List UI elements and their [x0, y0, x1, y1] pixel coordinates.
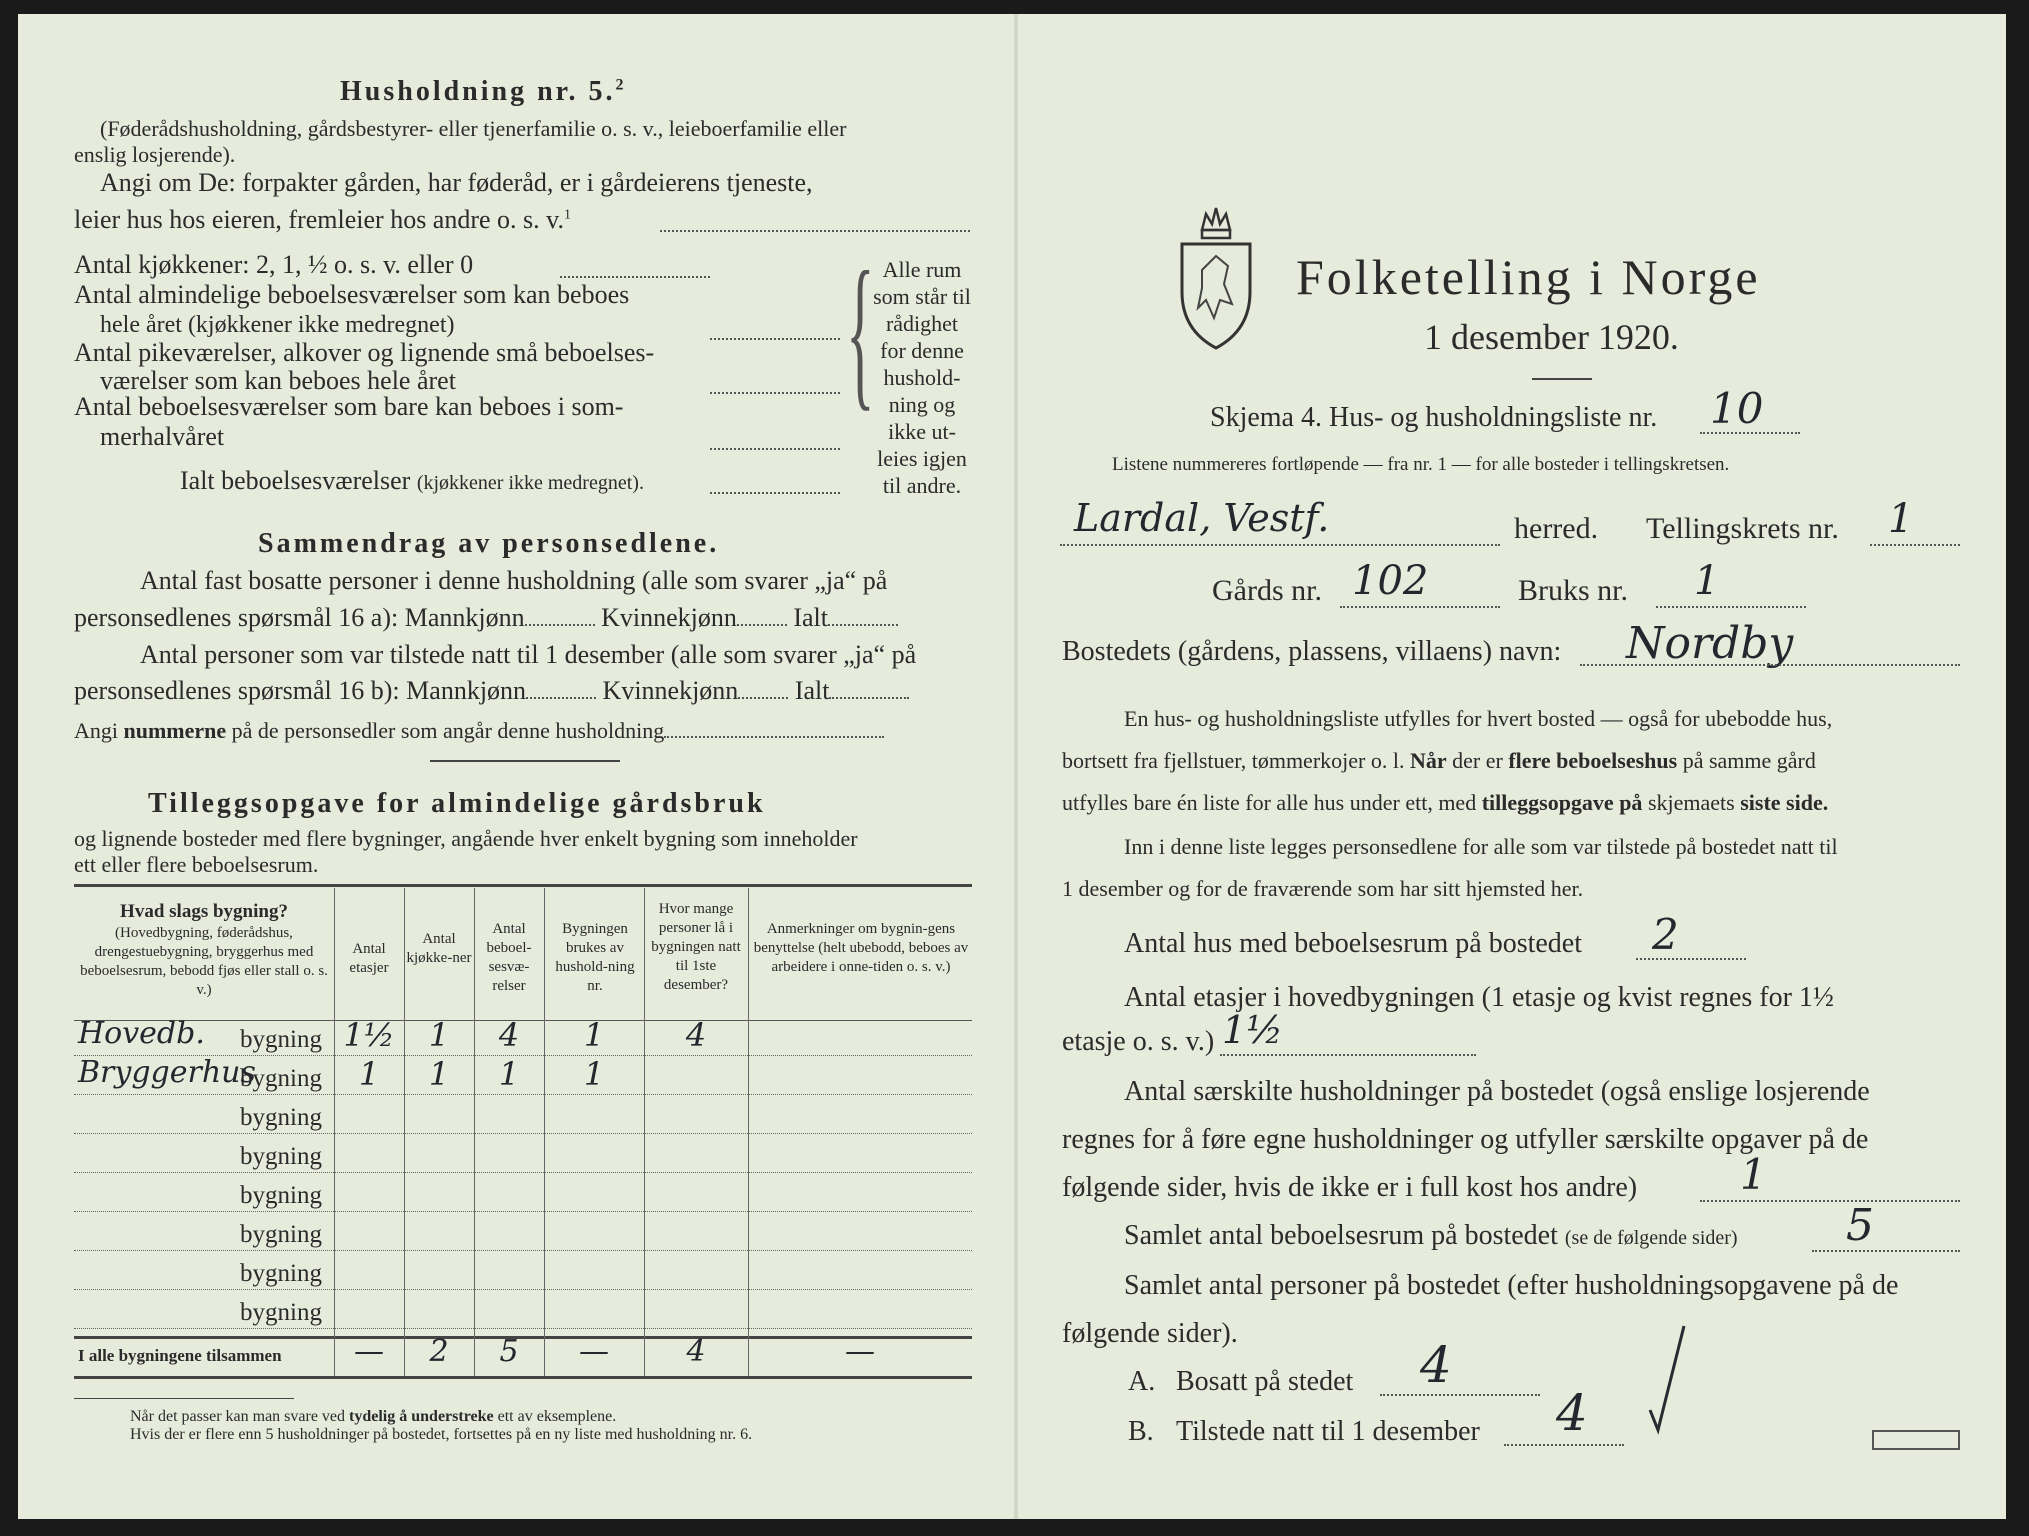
total-personer: 4 [686, 1334, 706, 1369]
building-suffix: bygning [240, 1260, 322, 1287]
instr-2-a: bortsett fra fjellstuer, tømmerkojer o. l. [1062, 748, 1410, 773]
total-rooms-row [180, 466, 644, 496]
intro-line-2: enslig losjerende). [74, 142, 236, 167]
table-col-divider [334, 888, 335, 1376]
krets-label: Tellingskrets nr. [1646, 512, 1839, 545]
side-note-line: leies igjen [877, 446, 967, 471]
instr-3-d: siste side. [1740, 790, 1829, 815]
summary-angi-line [74, 718, 884, 744]
angi-bold: nummerne [123, 718, 227, 743]
instructions-line-1: En hus- og husholdningsliste utfylles for hvert bosted — også for ubebodde hus, [1124, 706, 1833, 731]
women-answer-line [738, 697, 788, 699]
summary-p1-total-label: Ialt [793, 603, 829, 632]
building-name: Bryggerhus [78, 1055, 256, 1090]
printer-stamp-icon [1872, 1430, 1960, 1450]
footnote-1-post: ett av eksemplene. [497, 1408, 617, 1425]
instr-2-d: flere beboelseshus [1508, 748, 1678, 773]
herred-answer-line [1060, 544, 1500, 546]
q-rooms-answer-line [1812, 1250, 1960, 1252]
herred-label: herred. [1514, 512, 1599, 545]
cell-personer: 4 [685, 1016, 707, 1054]
bosted-value: Nordby [1626, 618, 1794, 669]
ordinary-rooms-answer-line [710, 338, 840, 340]
check-mark-icon [1640, 1320, 1700, 1440]
q-households-answer-line [1700, 1200, 1960, 1202]
table-row-rule [74, 1289, 972, 1290]
gards-label: Gårds nr. [1212, 574, 1322, 607]
col-kjokken-header: Antal kjøkke-ner [406, 931, 472, 966]
gards-answer-line [1340, 606, 1500, 608]
total-vaerelser: 5 [499, 1334, 519, 1369]
q-rooms-label: Samlet antal beboelsesrum på bostedet [1124, 1220, 1558, 1251]
skjema-value: 10 [1710, 384, 1764, 433]
household-title-text: Husholdning nr. 5. [340, 76, 616, 107]
side-note-line: rådighet [885, 311, 959, 336]
q-persons-line-1: Samlet antal personer på bostedet (efter husholdningsopgavene på de [1124, 1270, 1899, 1301]
rooms-side-note [872, 256, 972, 499]
a-answer-line [1380, 1394, 1540, 1396]
cell-vaerelser: 4 [498, 1016, 520, 1054]
angi-answer-line [660, 230, 970, 232]
col-building-sub: (Hovedbygning, føderådshus, drengestuebygning, bryggerhus med beboelsesrum, bebodd fjøs eller stall o. s. v.) [80, 925, 328, 998]
side-note-line: til andre. [882, 473, 962, 498]
q-households-line-1: Antal særskilte husholdninger på bostedet (også enslige losjerende [1124, 1076, 1870, 1107]
cell-hushold: 1 [583, 1016, 605, 1054]
total-anmerkninger: — [845, 1334, 875, 1369]
side-note-line: Alle rum [882, 257, 962, 282]
instr-2-b: Når [1409, 748, 1447, 773]
table-col-divider [404, 888, 405, 1376]
bruks-answer-line [1656, 606, 1806, 608]
building-suffix: bygning [240, 1143, 322, 1170]
table-col-divider [644, 888, 645, 1376]
table-col-divider [474, 888, 475, 1376]
footnote-2: Hvis der er flere enn 5 husholdninger på bostedet, fortsettes på en ny liste med husholdning nr. 6. [130, 1426, 753, 1443]
cell-vaerelser: 1 [498, 1055, 520, 1093]
summary-p2-men-label: personsedlenes spørsmål 16 b): Mannkjønn [74, 676, 527, 705]
instructions-line-2 [1062, 748, 1816, 774]
side-note-line: ning og [888, 392, 956, 417]
coat-of-arms-icon [1176, 200, 1256, 352]
table-bottom-rule [74, 1376, 972, 1379]
men-answer-line [525, 624, 595, 626]
q-rooms-value: 5 [1846, 1200, 1874, 1251]
table-row-rule [74, 1172, 972, 1173]
skjema-label: Skjema 4. Hus- og husholdningsliste nr. [1210, 402, 1658, 433]
addition-text-1: og lignende bosteder med flere bygninger, angående hver enkelt bygning som inneholder [74, 826, 858, 851]
numbering-note: Listene nummereres fortløpende — fra nr. 1 — for alle bosteder i tellingskretsen. [1112, 454, 1730, 475]
herred-value: Lardal, Vestf. [1074, 496, 1330, 540]
footnote-1-bold: tydelig å understreke [349, 1408, 494, 1425]
b-label: B. [1128, 1416, 1154, 1447]
instructions-line-3 [1062, 790, 1828, 816]
instructions-line-4: Inn i denne liste legges personsedlene for alle som var tilstede på bostedet natt til [1124, 834, 1838, 859]
gards-value: 102 [1352, 558, 1429, 604]
small-rooms-label-1: Antal pikeværelser, alkover og lignende små beboelses- [74, 338, 655, 367]
kitchens-label: Antal kjøkkener: 2, 1, ½ o. s. v. eller 0 [74, 250, 474, 279]
a-label: A. [1128, 1366, 1156, 1397]
cell-kjokken: 1 [428, 1016, 450, 1054]
footnote-1-pre: Når det passer kan man svare ved [130, 1408, 346, 1425]
women-answer-line [737, 624, 787, 626]
total-hushold: — [579, 1334, 609, 1369]
title-divider [1532, 378, 1592, 380]
numbers-answer-line [664, 736, 884, 738]
summary-p2-women-label: Kvinnekjønn [602, 676, 739, 705]
table-row-rule [74, 1094, 972, 1095]
col-anmerkninger-header: Anmerkninger om bygnin-gens benyttelse (helt ubebodd, beboes av arbeidere i onne-tiden o. s. v.) [753, 921, 969, 975]
small-rooms-answer-line [710, 392, 840, 394]
total-rooms-answer-line [710, 492, 840, 494]
page-fold [1014, 14, 1018, 1519]
cell-kjokken: 1 [428, 1055, 450, 1093]
kitchens-answer-line [560, 276, 710, 278]
summer-rooms-answer-line [710, 448, 840, 450]
summary-p1-line-2 [74, 603, 898, 633]
q-houses-label: Antal hus med beboelsesrum på bostedet [1124, 928, 1583, 959]
side-note-line: ikke ut- [888, 419, 956, 444]
cell-etasjer: 1½ [343, 1016, 395, 1054]
q-households-line-2: regnes for å føre egne husholdninger og utfyller særskilte opgaver på de [1062, 1124, 1869, 1155]
a-text: Bosatt på stedet [1176, 1366, 1354, 1397]
col-personer-header: Hvor mange personer lå i bygningen natt til 1ste desember? [651, 901, 741, 993]
q-persons-line-2: følgende sider). [1062, 1318, 1238, 1349]
small-rooms-label-2: værelser som kan beboes hele året [100, 366, 456, 395]
bosted-label: Bostedets (gårdens, plassens, villaens) navn: [1062, 636, 1562, 667]
q-floors-line-1: Antal etasjer i hovedbygningen (1 etasje og kvist regnes for 1½ [1124, 982, 1834, 1013]
bosted-answer-line [1580, 664, 1960, 666]
total-row-label: I alle bygningene tilsammen [78, 1346, 282, 1365]
instructions-line-5: 1 desember og for de fraværende som har sitt hjemsted her. [1062, 876, 1584, 901]
table-top-rule [74, 884, 972, 887]
summary-p2-line-1: Antal personer som var tilstede natt til 1 desember (alle som svarer „ja“ på [140, 640, 917, 669]
instr-3-b: tilleggsopgave på [1481, 790, 1643, 815]
ordinary-rooms-label-1: Antal almindelige beboelsesværelser som kan beboes [74, 280, 630, 309]
household-title-footnote-mark: 2 [615, 76, 627, 94]
skjema-answer-line [1700, 432, 1800, 434]
angi-line-1: Angi om De: forpakter gården, har føderåd, er i gårdeierens tjeneste, [100, 168, 813, 197]
addition-text-2: ett eller flere beboelsesrum. [74, 852, 319, 877]
building-name: Hovedb. [78, 1016, 205, 1051]
table-row-rule [74, 1328, 972, 1329]
cell-hushold: 1 [583, 1055, 605, 1093]
total-answer-line [829, 697, 909, 699]
intro-line-1: (Føderådshusholdning, gårdsbestyrer- eller tjenerfamilie o. s. v., leieboerfamilie eller [100, 116, 847, 141]
table-row-rule [74, 1211, 972, 1212]
summary-p2-line-2 [74, 676, 909, 706]
total-etasjer: — [354, 1334, 384, 1369]
cell-etasjer: 1 [358, 1055, 380, 1093]
building-suffix: bygning [240, 1104, 322, 1131]
side-note-line: hushold- [883, 365, 961, 390]
q-households-value: 1 [1740, 1150, 1767, 1199]
b-value: 4 [1556, 1384, 1588, 1442]
krets-answer-line [1870, 544, 1960, 546]
q-households-line-3: følgende sider, hvis de ikke er i full kost hos andre) [1062, 1172, 1638, 1203]
section-divider [430, 760, 620, 762]
bruks-label: Bruks nr. [1518, 574, 1629, 607]
q-houses-value: 2 [1652, 910, 1679, 959]
table-row-rule [74, 1133, 972, 1134]
census-title: Folketelling i Norge [1296, 249, 1761, 305]
brace-symbol: { [846, 237, 875, 425]
a-value: 4 [1420, 1336, 1452, 1394]
q-rooms-note: (se de følgende sider) [1564, 1227, 1738, 1249]
summary-heading: Sammendrag av personsedlene. [258, 528, 720, 559]
summer-rooms-label-2: merhalvåret [100, 422, 225, 451]
building-suffix: bygning [240, 1182, 322, 1209]
q-houses-answer-line [1636, 958, 1746, 960]
building-suffix: bygning [240, 1026, 322, 1053]
table-row-rule [74, 1250, 972, 1251]
total-rooms-note: (kjøkkener ikke medregnet). [416, 472, 644, 494]
col-building-header [78, 900, 330, 1000]
angi-pre: Angi [74, 718, 118, 743]
col-hushold-header: Bygningen brukes av hushold-ning nr. [555, 921, 635, 994]
census-date: 1 desember 1920. [1424, 317, 1679, 357]
q-floors-line-2: etasje o. s. v.) [1062, 1026, 1215, 1057]
summary-p2-total-label: Ialt [794, 676, 830, 705]
footnote-1 [130, 1408, 616, 1426]
instr-3-a: utfylles bare én liste for alle hus under ett, med [1062, 790, 1482, 815]
summer-rooms-label-1: Antal beboelsesværelser som bare kan beboes i som- [74, 392, 624, 421]
bruks-value: 1 [1694, 558, 1720, 604]
men-answer-line [526, 697, 596, 699]
table-col-divider [544, 888, 545, 1376]
footnote-rule [74, 1398, 294, 1399]
col-building-title: Hvad slags bygning? [120, 901, 288, 922]
building-suffix: bygning [240, 1065, 322, 1092]
building-suffix: bygning [240, 1221, 322, 1248]
instr-3-c: skjemaets [1642, 790, 1741, 815]
b-answer-line [1504, 1444, 1624, 1446]
summary-p1-women-label: Kvinnekjønn [601, 603, 737, 632]
total-kjokken: 2 [429, 1334, 449, 1369]
angi-line-2-text: leier hus hos eieren, fremleier hos andre o. s. v. [74, 205, 564, 234]
addition-heading: Tilleggsopgave for almindelige gårdsbruk [148, 788, 766, 819]
b-text: Tilstede natt til 1 desember [1176, 1416, 1480, 1447]
instr-2-e: på samme gård [1677, 748, 1816, 773]
q-floors-value: 1½ [1222, 1008, 1284, 1052]
col-etasjer-header: Antal etasjer [349, 941, 389, 976]
col-vaerelser-header: Antal beboel-sesvæ-relser [486, 921, 532, 994]
ordinary-rooms-label-2: hele året (kjøkkener ikke medregnet) [100, 312, 455, 338]
building-suffix: bygning [240, 1299, 322, 1326]
total-answer-line [828, 624, 898, 626]
instr-2-c: der er [1446, 748, 1509, 773]
q-floors-answer-line [1220, 1054, 1476, 1056]
angi-footnote-mark: 1 [563, 207, 571, 223]
total-rooms-label: Ialt beboelsesværelser [180, 466, 411, 495]
summary-p1-men-label: personsedlenes spørsmål 16 a): Mannkjønn [74, 603, 525, 632]
side-note-line: for denne [880, 338, 964, 363]
summary-p1-line-1: Antal fast bosatte personer i denne husholdning (alle som svarer „ja“ på [140, 566, 888, 595]
side-note-line: som står til [873, 284, 971, 309]
angi-line-2 [74, 205, 571, 235]
household-title [340, 76, 627, 108]
angi-post: på de personsedler som angår denne husholdning [231, 718, 665, 743]
krets-value: 1 [1888, 496, 1914, 542]
table-col-divider [748, 888, 749, 1376]
q-rooms-row [1124, 1220, 1738, 1252]
